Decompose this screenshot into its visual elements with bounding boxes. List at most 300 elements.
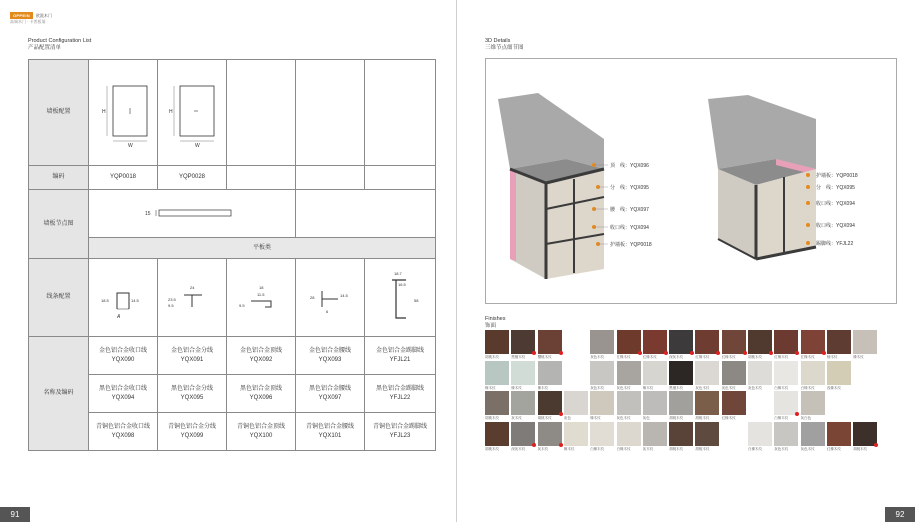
- profile-code: YQX100: [249, 432, 273, 439]
- node-drawing: [89, 190, 296, 238]
- finish-swatch-name: 灰色木纹: [590, 385, 605, 390]
- node-dim-label: 15: [145, 210, 151, 217]
- finish-swatch: [695, 391, 719, 421]
- finish-swatch-color: [774, 422, 798, 446]
- finish-swatch-color: [774, 361, 798, 385]
- profile-code: YQX091: [180, 356, 204, 363]
- finish-swatch-color: [748, 361, 772, 385]
- page-number-right: 92: [885, 507, 915, 522]
- profile-drawing-3: [227, 259, 296, 337]
- empty-cell: [296, 60, 365, 166]
- new-marker-icon: [822, 351, 826, 355]
- profile-name-cell: [365, 413, 436, 451]
- finish-swatch-color: [485, 422, 509, 446]
- new-marker-icon: [559, 443, 563, 447]
- finish-swatch-color: [485, 330, 509, 354]
- profile-drawing-4: [296, 259, 365, 337]
- finish-swatch-color: [827, 422, 851, 446]
- finish-swatch-name: 灰木纹: [511, 416, 522, 420]
- profile-drawing-1: [89, 259, 158, 337]
- callout-wall-panel-right: 护墙板：YQP0018: [816, 173, 858, 179]
- finish-swatch-color: [590, 422, 614, 446]
- finish-swatch-color: [590, 361, 614, 385]
- finish-swatch-name: 红橡木纹: [721, 416, 736, 420]
- finish-swatch: [774, 330, 798, 360]
- new-marker-icon: [638, 351, 642, 355]
- finish-swatch: [774, 391, 798, 421]
- dim-h-label: H: [169, 108, 173, 115]
- callout-wall-panel: 护墙板：YQP0018: [610, 242, 652, 248]
- finish-swatch-color: [643, 422, 667, 446]
- finish-swatch-name: 樱桃木纹: [537, 355, 552, 359]
- finish-swatch-name: 红橡木纹: [774, 355, 789, 359]
- finish-swatch: [827, 391, 851, 416]
- profile-code: YFJL21: [389, 356, 411, 363]
- brand-logo: [10, 12, 52, 19]
- finish-swatch: [669, 361, 693, 391]
- finish-swatch-color: [485, 361, 509, 385]
- finish-swatch-color: [590, 391, 614, 415]
- finish-swatch: [617, 391, 641, 421]
- finish-swatch: [774, 422, 798, 452]
- new-marker-icon: [532, 351, 536, 355]
- panel-diagram-icon: [162, 78, 222, 148]
- finish-swatch-name: 橡木纹: [590, 416, 601, 420]
- callout-divider-line: 分 线：YQX095: [610, 185, 649, 191]
- profile-dim-c: A: [117, 313, 121, 320]
- finish-swatch-color: [669, 330, 693, 354]
- finish-swatch-color: [617, 361, 641, 385]
- finish-swatch-name: 白橡木纹: [748, 446, 762, 451]
- finish-swatch-name: 灰木纹: [642, 446, 654, 451]
- profile-name: 青铜色铝合金分线: [167, 424, 216, 430]
- finish-swatch: [590, 391, 614, 421]
- finish-swatch-name: 深灰木纹: [511, 446, 526, 451]
- finish-swatch: [722, 330, 746, 360]
- finish-swatch-name: 柚木纹: [826, 355, 838, 359]
- finish-swatch: [590, 361, 614, 391]
- finish-swatch-color: [827, 330, 851, 354]
- finish-swatch: [853, 330, 877, 360]
- profile-dim-a: 18: [259, 284, 264, 290]
- node-diagram-icon: [129, 192, 249, 232]
- profile-name-cell: [365, 337, 436, 375]
- profile-name-cell: [227, 337, 296, 375]
- finish-swatch: [748, 422, 772, 452]
- dim-w-label: W: [128, 142, 133, 148]
- finish-swatch: [722, 422, 746, 447]
- profile-name: 金色铝合金收口线: [98, 348, 147, 354]
- details-title-en: 3D Details: [485, 38, 511, 44]
- finish-swatch-name: 红橡木纹: [642, 355, 657, 359]
- finish-swatch-color: [827, 361, 851, 385]
- config-title-cn: 产品配置清单: [28, 44, 62, 51]
- profile-dim-a: 24: [190, 284, 195, 290]
- finish-swatch-name: 胡桃木纹: [537, 416, 552, 420]
- profile-name-cell: [158, 375, 227, 413]
- profile-name-cell: [89, 413, 158, 451]
- finish-swatch-name: 胡桃木纹: [853, 446, 868, 451]
- finish-swatch: [590, 330, 614, 360]
- finishes-title: [485, 316, 505, 329]
- finish-swatch-color: [643, 330, 667, 354]
- finish-swatch-name: 橡木纹: [563, 446, 575, 451]
- finish-swatch-name: 胡桃木纹: [485, 355, 499, 359]
- callout-divider-line-right: 分 线：YQX095: [816, 185, 855, 191]
- finish-swatch: [695, 422, 719, 452]
- profile-name-cell: [158, 337, 227, 375]
- profile-dim-b: 16.5: [398, 281, 406, 287]
- trim-profile-icon: [162, 271, 222, 321]
- finish-swatch: [511, 422, 535, 452]
- new-marker-icon: [795, 351, 799, 355]
- finish-swatch: [617, 361, 641, 391]
- finish-swatch: [538, 361, 562, 391]
- finish-swatch-color: [774, 391, 798, 415]
- config-title-en: Product Configuration List: [28, 38, 92, 44]
- finish-swatch: [564, 422, 588, 452]
- profile-name-cell: [89, 337, 158, 375]
- profile-code: YQX098: [111, 432, 135, 439]
- finish-swatch-name: 深灰木纹: [669, 355, 684, 359]
- finish-swatch-color: [853, 422, 877, 446]
- profile-name: 金色铝合金腰线: [308, 348, 351, 354]
- row-label-profiles: 线条配置: [29, 259, 89, 337]
- finish-swatch: [801, 361, 825, 391]
- finish-swatch-color: [511, 361, 535, 385]
- profile-name-cell: [158, 413, 227, 451]
- finish-swatch-color: [748, 422, 772, 446]
- profile-code: YQX090: [111, 356, 135, 363]
- finish-swatch: [722, 361, 746, 391]
- profile-name: 黑色铝合金分线: [170, 386, 213, 392]
- finish-swatch-color: [695, 422, 719, 446]
- finish-swatch-color: [590, 330, 614, 354]
- finish-swatch-name: 胡桃木纹: [669, 416, 684, 420]
- flat-type-label: 平板类: [89, 238, 436, 259]
- finish-swatch-name: 黑檀木纹: [511, 355, 526, 359]
- finish-swatch-name: 灰木纹: [537, 446, 549, 451]
- finish-swatch-color: [669, 361, 693, 385]
- row-label-names: 名称及编码: [29, 337, 89, 451]
- finish-swatch-name: 橡木纹: [853, 355, 864, 359]
- profile-dim-a: 28: [310, 294, 315, 300]
- finish-swatch: [485, 361, 509, 391]
- finish-swatch: [801, 330, 825, 360]
- profile-code: YQX093: [318, 356, 342, 363]
- finish-swatch: [511, 361, 535, 391]
- finish-swatch: [853, 391, 877, 416]
- finish-swatch: [722, 391, 746, 421]
- profile-name-cell: [296, 375, 365, 413]
- profile-name: 青铜色铝合金顶线: [236, 424, 285, 430]
- finish-swatch-color: [801, 422, 825, 446]
- profile-dim-b: 23.5: [168, 296, 176, 302]
- details-title: [485, 38, 524, 51]
- profile-name: 金色铝合金踢脚线: [375, 348, 424, 354]
- finish-swatch-color: [853, 361, 877, 385]
- row-label-code: 编码: [29, 166, 89, 190]
- row-label-node: 墙板节点图: [29, 190, 89, 259]
- finish-swatch-name: 白橡木纹: [774, 385, 789, 390]
- finish-swatch-color: [722, 391, 746, 415]
- finish-swatch-name: 红橡木纹: [826, 446, 841, 451]
- finish-swatch: [748, 361, 772, 391]
- profile-code: YFJL22: [389, 394, 411, 401]
- finish-swatch-color: [538, 391, 562, 415]
- empty-cell: [296, 190, 436, 238]
- finish-swatch-color: [695, 391, 719, 415]
- profile-code: YQX101: [318, 432, 342, 439]
- finish-swatch-color: [538, 422, 562, 446]
- finish-swatch-color: [511, 330, 535, 354]
- finish-swatch-color: [617, 422, 641, 446]
- finish-swatch-color: [801, 361, 825, 385]
- new-marker-icon: [795, 412, 799, 416]
- finish-swatch-color: [853, 330, 877, 354]
- finish-swatch: [853, 422, 877, 452]
- dim-h-label: H: [102, 108, 106, 115]
- dim-w-label: W: [195, 142, 200, 148]
- finish-swatch-name: 灰色: [642, 416, 650, 420]
- panel-diagram-icon: [93, 78, 153, 148]
- finish-swatch-name: 橡木纹: [511, 385, 522, 390]
- panel-drawing-2: [158, 60, 227, 166]
- finishes-title-cn: 饰面: [485, 322, 497, 329]
- row-label-panel: 墙板配置: [29, 60, 89, 166]
- finish-swatch: [853, 361, 877, 386]
- finish-swatch-name: 灰色木纹: [616, 385, 631, 390]
- finish-swatch: [564, 361, 588, 386]
- finishes-title-en: Finishes: [485, 316, 506, 322]
- new-marker-icon: [874, 443, 878, 447]
- empty-cell: [365, 60, 436, 166]
- new-marker-icon: [664, 351, 668, 355]
- finish-swatch-color: [617, 391, 641, 415]
- finish-swatch-color: [538, 361, 562, 385]
- profile-name-cell: [365, 375, 436, 413]
- finish-swatch: [617, 330, 641, 360]
- finish-swatch: [538, 391, 562, 421]
- details-title-cn: 三维节点细节图: [485, 44, 524, 51]
- profile-name: 黑色铝合金收口线: [98, 386, 147, 392]
- callout-edge-line-right-2: 收口线：YQX094: [816, 223, 855, 229]
- finish-swatch-color: [695, 361, 719, 385]
- empty-cell: [296, 166, 365, 190]
- profile-name: 青铜色铝合金腰线: [305, 424, 354, 430]
- profile-code: YQX097: [318, 394, 342, 401]
- finish-swatch-name: 白橡木纹: [616, 446, 631, 451]
- callout-edge-line: 收口线：YQX094: [610, 225, 649, 231]
- finish-swatch: [617, 422, 641, 452]
- finish-swatch-name: 灰色木纹: [721, 385, 736, 390]
- finish-swatch-name: 胡桃木纹: [695, 416, 710, 420]
- profile-code: YQX092: [249, 356, 273, 363]
- panel-drawing-1: [89, 60, 158, 166]
- finish-swatch: [538, 330, 562, 360]
- finish-swatch-color: [695, 330, 719, 354]
- finish-swatch-name: 胡桃木纹: [485, 446, 499, 451]
- finish-swatch-color: [722, 361, 746, 385]
- brand-name: 欧派木门: [35, 12, 52, 18]
- finish-swatch-color: [538, 330, 562, 354]
- finish-swatch-name: 灰色木纹: [590, 355, 605, 359]
- left-page: [0, 0, 457, 522]
- finish-swatch-color: [801, 391, 825, 415]
- new-marker-icon: [532, 443, 536, 447]
- finish-swatch-name: 橡木纹: [485, 385, 496, 390]
- finish-swatch: [564, 391, 588, 421]
- profile-name: 黑色铝合金顶线: [239, 386, 282, 392]
- profile-name-cell: [296, 337, 365, 375]
- finish-swatch: [827, 422, 851, 452]
- finish-swatch: [643, 361, 667, 391]
- finish-swatch: [827, 330, 851, 360]
- finish-swatch-color: [485, 391, 509, 415]
- finish-swatch: [748, 391, 772, 416]
- finish-swatch: [695, 361, 719, 391]
- finish-swatch-color: [564, 361, 588, 385]
- 3d-detail-panel: [485, 58, 897, 304]
- empty-cell: [227, 166, 296, 190]
- finish-swatch: [485, 330, 509, 360]
- new-marker-icon: [716, 351, 720, 355]
- trim-profile-icon: [93, 271, 153, 321]
- new-marker-icon: [743, 351, 747, 355]
- finish-swatch-name: 红橡木纹: [800, 355, 815, 359]
- callout-top-line: 顶 线：YQX096: [610, 163, 649, 169]
- finish-swatch-color: [643, 361, 667, 385]
- finish-swatch-color: [564, 391, 588, 415]
- profile-code: YQX096: [249, 394, 273, 401]
- callout-edge-line-right: 收口线：YQX094: [816, 201, 855, 207]
- finish-swatch: [538, 422, 562, 452]
- config-table: [28, 59, 436, 451]
- finish-swatch: [669, 391, 693, 421]
- profile-name: 青铜色铝合金踢脚线: [372, 424, 427, 430]
- finish-swatch-color: [564, 330, 588, 354]
- finish-swatch-name: 灰色木纹: [616, 416, 631, 420]
- finish-swatch-name: 白橡木纹: [590, 446, 605, 451]
- finish-swatch-color: [511, 422, 535, 446]
- finish-swatch-color: [617, 330, 641, 354]
- finish-swatch-name: 胡桃木纹: [669, 446, 684, 451]
- finish-swatch: [669, 422, 693, 452]
- profile-dim-a: 18.5: [101, 297, 109, 303]
- page-number-left: 91: [0, 507, 30, 522]
- finish-swatch-color: [643, 391, 667, 415]
- trim-profile-icon: [231, 271, 291, 321]
- profile-dim-b: 14.5: [340, 292, 348, 298]
- profile-name-cell: [89, 375, 158, 413]
- finish-swatch-name: 灰色木纹: [748, 385, 762, 390]
- finish-swatch-name: 红橡木纹: [721, 355, 736, 359]
- profile-dim-c: 9.5: [239, 302, 245, 308]
- profile-name: 金色铝合金分线: [170, 348, 213, 354]
- finish-swatch-color: [669, 391, 693, 415]
- profile-name: 金色铝合金顶线: [239, 348, 282, 354]
- finish-swatch-color: [801, 330, 825, 354]
- profile-name-cell: [227, 375, 296, 413]
- profile-code: YQX095: [180, 394, 204, 401]
- profile-code: YFJL23: [389, 432, 411, 439]
- profile-name: 黑色铝合金腰线: [308, 386, 351, 392]
- brand-subtitle: 高端木门 · 卡普板墙: [10, 19, 46, 24]
- finish-swatch: [511, 391, 535, 421]
- finish-swatch-name: 浅橡木纹: [826, 385, 841, 390]
- profile-dim-c: 9.5: [168, 302, 174, 308]
- profile-code: YQX099: [180, 432, 204, 439]
- profile-dim-c: 6: [326, 308, 329, 314]
- finish-swatch-color: [748, 330, 772, 354]
- trim-profile-icon: [300, 271, 360, 321]
- profile-drawing-2: [158, 259, 227, 337]
- right-page: [458, 0, 915, 522]
- new-marker-icon: [690, 351, 694, 355]
- finish-swatch-name: 白橡木纹: [774, 416, 789, 420]
- finish-swatch: [801, 391, 825, 421]
- finish-swatch-name: 黑檀木纹: [669, 385, 684, 390]
- finish-swatch: [643, 391, 667, 421]
- profile-dim-c: 58: [414, 297, 419, 303]
- finish-swatch: [643, 330, 667, 360]
- config-title: [28, 38, 91, 51]
- finish-swatch: [669, 330, 693, 360]
- finish-swatch-name: 灰色木纹: [695, 385, 710, 390]
- finish-swatch-name: 红橡木纹: [616, 355, 631, 359]
- profile-name-cell: [227, 413, 296, 451]
- finish-swatch-color: [669, 422, 693, 446]
- profile-code: YQX094: [111, 394, 135, 401]
- finish-swatch-name: 胡桃木纹: [748, 355, 762, 359]
- finish-swatch-name: 橡木纹: [642, 385, 654, 390]
- finish-swatch-name: 橡木纹: [537, 385, 549, 390]
- finish-swatch-color: [853, 391, 877, 415]
- finish-swatch-color: [722, 330, 746, 354]
- profile-drawing-5: [365, 259, 436, 337]
- finish-swatch: [801, 422, 825, 452]
- callout-waist-line: 腰 线：YQX097: [610, 207, 649, 213]
- finish-swatch: [564, 330, 588, 355]
- profile-name-cell: [296, 413, 365, 451]
- finish-swatch: [643, 422, 667, 452]
- profile-dim-b: 14.5: [131, 297, 139, 303]
- finish-swatch-color: [748, 391, 772, 415]
- profile-name: 黑色铝合金踢脚线: [375, 386, 424, 392]
- brand-mark: OPPEIN: [10, 12, 33, 19]
- finish-swatch-color: [827, 391, 851, 415]
- panel-code-2: YQP0028: [158, 166, 227, 190]
- finish-swatch-color: [564, 422, 588, 446]
- finish-swatch: [485, 422, 509, 452]
- finish-swatch: [827, 361, 851, 391]
- finish-swatch-color: [511, 391, 535, 415]
- new-marker-icon: [769, 351, 773, 355]
- finish-swatch: [590, 422, 614, 452]
- finish-swatch: [695, 330, 719, 360]
- finish-swatch-name: 白橡木纹: [800, 385, 815, 390]
- profile-name: 青铜色铝合金收口线: [95, 424, 150, 430]
- finish-swatch-name: 胡桃木纹: [695, 446, 710, 451]
- empty-cell: [227, 60, 296, 166]
- finish-swatch: [485, 391, 509, 421]
- finish-swatch: [774, 361, 798, 391]
- finish-swatch-name: 红橡木纹: [695, 355, 710, 359]
- trim-profile-icon: [370, 266, 430, 326]
- profile-dim-a: 18.7: [394, 270, 402, 276]
- callout-skirting-line: 踢脚线：YFJL22: [816, 241, 854, 247]
- 3d-corner-illustration: [486, 59, 896, 303]
